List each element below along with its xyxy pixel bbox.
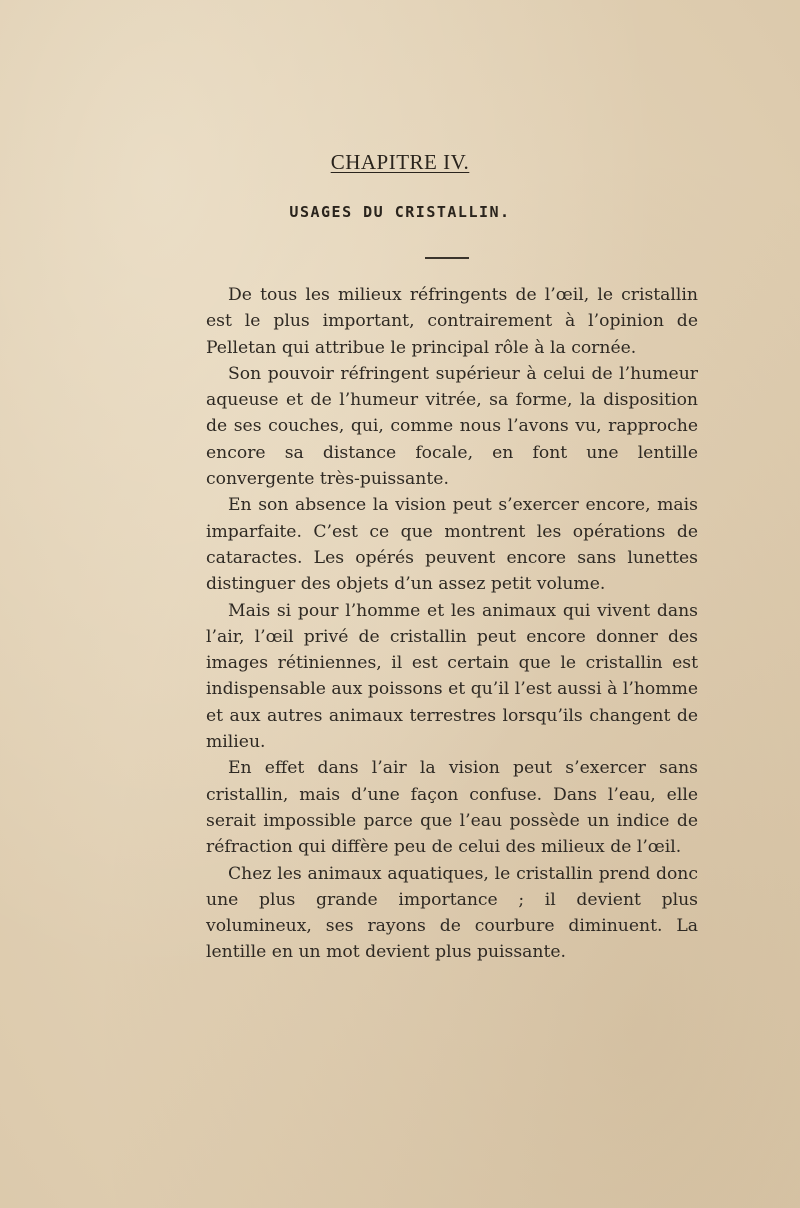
chapter-subtitle: USAGES DU CRISTALLIN. bbox=[289, 203, 511, 221]
paragraph: Mais si pour l’homme et les animaux qui vivent dans l’air, l’œil privé de cristallin peut encore donner des images rétiniennes, il est certain que le cristallin est indispensable aux poissons et qu’il l’est aussi à l’homme et aux autres animaux terrestres lorsqu’ils changent de milieu. bbox=[206, 600, 698, 753]
paragraph: Son pouvoir réfringent supérieur à celui de l’humeur aqueuse et de l’humeur vitrée, sa forme, la disposition de ses couches, qui, comme nous l’avons vu, rapproche encore sa distance focale, en font une lentille convergente très-puissante. bbox=[206, 363, 698, 490]
chapter-title: CHAPITRE IV. bbox=[330, 150, 470, 174]
paragraph: Chez les animaux aquatiques, le cristallin prend donc une plus grande importance ; il devient plus volumineux, ses rayons de courbure diminuent. La lentille en un mot devient plus puissante. bbox=[206, 863, 698, 963]
paragraph: En effet dans l’air la vision peut s’exercer sans cristallin, mais d’une façon confuse. Dans l’eau, elle serait impossible parce que l’eau possède un indice de réfraction qui diffère peu de celui des milieux de l’œil. bbox=[206, 758, 698, 858]
paragraph: En son absence la vision peut s’exercer encore, mais imparfaite. C’est ce que montrent les opérations de cataractes. Les opérés peuvent encore sans lunettes distinguer des objets d’un assez petit volume. bbox=[206, 495, 698, 595]
body-text bbox=[206, 282, 698, 966]
paragraph: De tous les milieux réfringents de l’œil, le cristallin est le plus important, contrairement à l’opinion de Pelletan qui attribue le principal rôle à la cornée. bbox=[206, 285, 698, 358]
title-divider bbox=[425, 257, 469, 259]
